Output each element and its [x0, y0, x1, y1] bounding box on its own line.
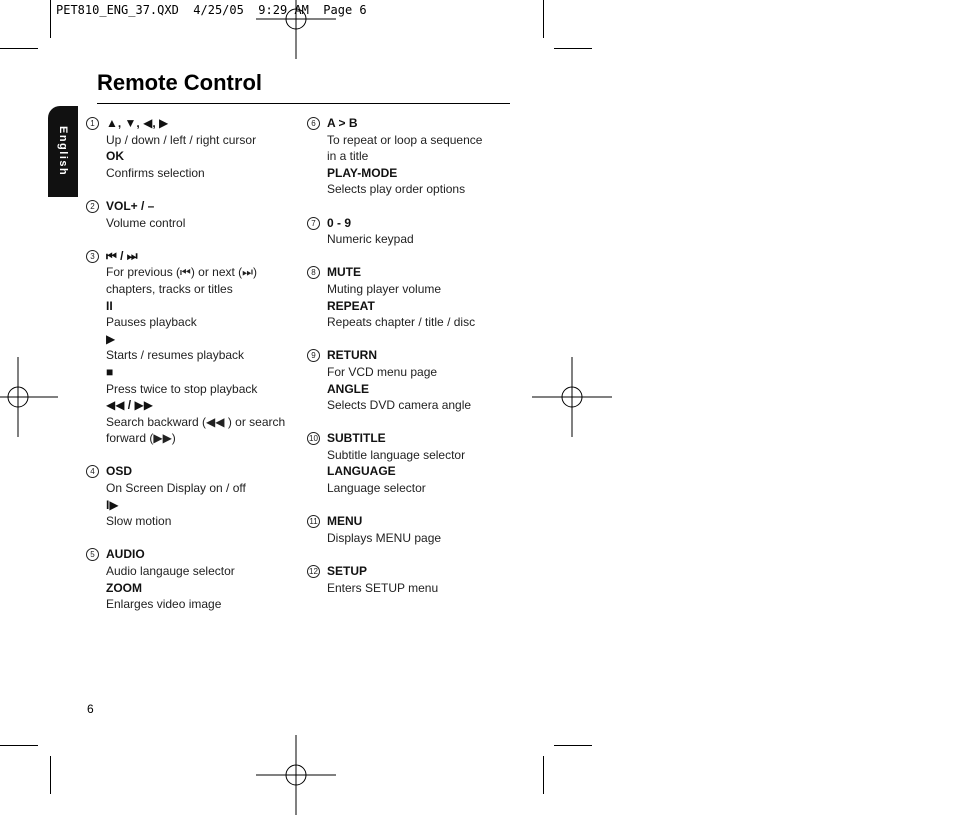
button-name: ▲, ▼, ◀, ▶: [106, 116, 169, 130]
item-number-badge: 4: [86, 465, 99, 478]
language-tab-label-wrap: [48, 106, 78, 197]
item-number-badge: 5: [86, 548, 99, 561]
button-name: II: [106, 298, 113, 313]
registration-mark-icon: [0, 357, 58, 437]
registration-mark-icon: [256, 735, 336, 815]
button-name: ⏮ / ⏭: [106, 248, 138, 263]
registration-mark-icon: [256, 0, 336, 59]
print-slug: PET810_ENG_37.QXD 4/25/05 9:29 AM Page 6: [56, 3, 367, 17]
crop-mark: [543, 0, 544, 38]
button-description: Up / down / left / right cursor: [106, 132, 257, 147]
button-name: PLAY-MODE: [327, 165, 398, 180]
button-name: LANGUAGE: [327, 464, 396, 479]
remote-item: [307, 115, 497, 198]
button-name: RETURN: [327, 348, 377, 363]
remote-item: [307, 347, 497, 413]
registration-mark-icon: [532, 357, 612, 437]
button-description: On Screen Display on / off: [106, 481, 246, 496]
left-column: [86, 115, 286, 629]
crop-mark: [554, 48, 592, 49]
button-description: Repeats chapter / title / disc: [327, 315, 476, 330]
item-number-badge: 10: [307, 432, 320, 445]
language-tab-label: English: [57, 126, 69, 177]
button-name: ANGLE: [327, 381, 369, 396]
button-name: I▶: [106, 497, 119, 512]
button-description: Numeric keypad: [327, 232, 414, 247]
button-name: ■: [106, 364, 114, 379]
item-number-badge: 9: [307, 349, 320, 362]
crop-mark: [50, 756, 51, 794]
button-description: Audio langauge selector: [106, 564, 235, 579]
item-number-badge: 7: [307, 217, 320, 230]
button-name: SUBTITLE: [327, 431, 386, 446]
button-description: Displays MENU page: [327, 530, 442, 545]
button-description: Enters SETUP menu: [327, 580, 439, 595]
item-number-badge: 1: [86, 117, 99, 130]
button-name: AUDIO: [106, 547, 145, 562]
button-name: ◀◀ / ▶▶: [106, 398, 153, 413]
button-description: Selects play order options: [327, 182, 466, 197]
remote-item: [307, 430, 497, 496]
button-name: ZOOM: [106, 580, 142, 595]
item-number-badge: 6: [307, 117, 320, 130]
button-description: Slow motion: [106, 514, 172, 529]
remote-item: [86, 115, 286, 181]
button-name: MUTE: [327, 265, 361, 280]
button-name: 0 - 9: [327, 215, 352, 230]
button-name: OK: [106, 149, 124, 164]
button-description: in a title: [327, 149, 369, 164]
remote-item: [86, 546, 286, 612]
crop-mark: [543, 756, 544, 794]
remote-item: [86, 463, 286, 529]
remote-item: [307, 215, 497, 248]
button-name: A > B: [327, 116, 358, 130]
crop-mark: [50, 0, 51, 38]
button-description: Enlarges video image: [106, 597, 222, 612]
item-number-badge: 12: [307, 565, 320, 578]
button-name: SETUP: [327, 564, 368, 579]
remote-item: [307, 513, 497, 546]
button-name: ▶: [106, 331, 116, 346]
button-description: chapters, tracks or titles: [106, 281, 233, 296]
remote-item: [307, 264, 497, 330]
button-name: MENU: [327, 514, 363, 529]
button-description: To repeat or loop a sequence: [327, 132, 483, 147]
item-number-badge: 11: [307, 515, 320, 528]
remote-item: [86, 248, 286, 447]
remote-item: [86, 198, 286, 231]
button-description: Language selector: [327, 481, 426, 496]
right-column: [307, 115, 497, 613]
button-name: VOL+ / –: [106, 198, 155, 213]
button-description: Subtitle language selector: [327, 447, 466, 462]
button-description: Selects DVD camera angle: [327, 398, 472, 413]
button-description: forward (▶▶): [106, 431, 176, 446]
remote-item: [307, 563, 497, 596]
button-name: REPEAT: [327, 298, 375, 313]
crop-mark: [0, 48, 38, 49]
button-name: OSD: [106, 464, 133, 479]
item-number-badge: 8: [307, 266, 320, 279]
title-rule: [97, 103, 510, 104]
button-description: For previous (⏮) or next (⏭): [106, 265, 257, 280]
page-number: 6: [87, 702, 94, 716]
button-description: For VCD menu page: [327, 364, 438, 379]
button-description: Confirms selection: [106, 165, 205, 180]
button-description: Muting player volume: [327, 281, 442, 296]
button-description: Starts / resumes playback: [106, 348, 245, 363]
item-number-badge: 3: [86, 250, 99, 263]
button-description: Search backward (◀◀ ) or search: [106, 414, 286, 429]
page-title: Remote Control: [97, 70, 262, 95]
button-description: Press twice to stop playback: [106, 381, 258, 396]
button-description: Volume control: [106, 215, 186, 230]
crop-mark: [0, 745, 38, 746]
crop-mark: [554, 745, 592, 746]
button-description: Pauses playback: [106, 315, 197, 330]
item-number-badge: 2: [86, 200, 99, 213]
